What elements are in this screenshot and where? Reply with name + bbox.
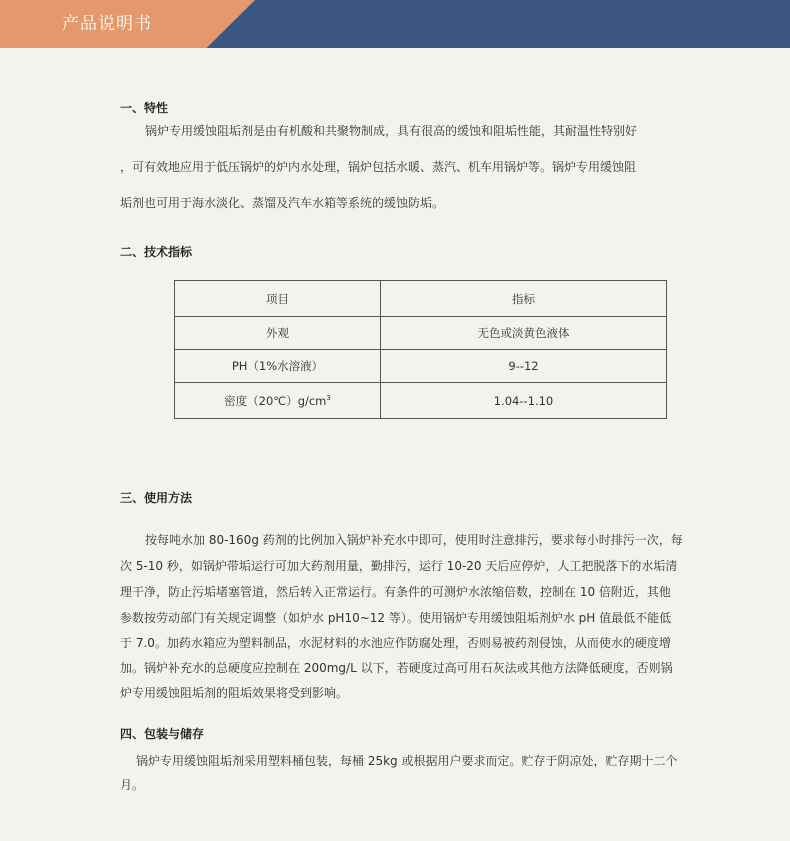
paragraph-line: 垢剂也可用于海水淡化、蒸馏及汽车水箱等系统的缓蚀防垢。 <box>120 196 445 210</box>
paragraph-line: 加。锅炉补充水的总硬度应控制在 200mg/L 以下，若硬度过高可用石灰法或其他方法降低硬度，否则锅 <box>120 661 673 675</box>
table-row <box>175 350 667 383</box>
header-banner <box>0 0 790 48</box>
paragraph-line: 理干净，防止污垢堵塞管道，然后转入正常运行。有条件的可测炉水浓缩倍数，控制在 10 倍附近，其他 <box>120 585 671 599</box>
spec-table <box>174 280 667 419</box>
paragraph-line: 锅炉专用缓蚀阻垢剂采用塑料桶包装，每桶 25kg 或根据用户要求而定。贮存于阴凉处，贮存期十二个 <box>136 754 678 768</box>
paragraph-line: ，可有效地应用于低压锅炉的炉内水处理，锅炉包括水暖、蒸汽、机车用锅炉等。锅炉专用缓蚀阻 <box>120 160 637 174</box>
paragraph-line: 参数按劳动部门有关规定调整（如炉水 pH10~12 等）。使用锅炉专用缓蚀阻垢剂炉水 pH 值最低不能低 <box>120 611 672 625</box>
density-label: 密度（20℃）g/cm <box>224 393 327 408</box>
density-superscript: 3 <box>326 393 331 402</box>
section-heading-packaging: 四、包装与储存 <box>120 727 205 741</box>
table-cell <box>175 383 381 419</box>
section-heading-specs: 二、技术指标 <box>120 245 193 259</box>
table-cell: 9--12 <box>381 350 667 383</box>
paragraph-line: 次 5-10 秒，如锅炉带垢运行可加大药剂用量，勤排污，运行 10-20 天后应停炉，人工把脱落下的水垢清 <box>120 559 678 573</box>
section-heading-features: 一、特性 <box>120 101 169 115</box>
table-header-cell: 项目 <box>175 281 381 317</box>
paragraph-line: 于 7.0。加药水箱应为塑料制品，水泥材料的水池应作防腐处理，否则易被药剂侵蚀，从而使水的硬度增 <box>120 636 671 650</box>
paragraph-line: 炉专用缓蚀阻垢剂的阻垢效果将受到影响。 <box>120 686 349 700</box>
paragraph-line: 月。 <box>120 778 145 792</box>
table-cell: PH（1%水溶液） <box>175 350 381 383</box>
paragraph-line: 按每吨水加 80-160g 药剂的比例加入锅炉补充水中即可，使用时注意排污，要求每小时排污一次，每 <box>145 533 683 547</box>
table-cell: 1.04--1.10 <box>381 383 667 419</box>
table-row <box>175 383 667 419</box>
section-heading-usage: 三、使用方法 <box>120 491 193 505</box>
table-header-row <box>175 281 667 317</box>
table-cell: 无色或淡黄色液体 <box>381 317 667 350</box>
page-title: 产品说明书 <box>62 14 152 34</box>
table-row <box>175 317 667 350</box>
table-header-cell: 指标 <box>381 281 667 317</box>
paragraph-line: 锅炉专用缓蚀阻垢剂是由有机酸和共聚物制成，具有很高的缓蚀和阻垢性能，其耐温性特别好 <box>145 124 638 138</box>
table-cell: 外观 <box>175 317 381 350</box>
